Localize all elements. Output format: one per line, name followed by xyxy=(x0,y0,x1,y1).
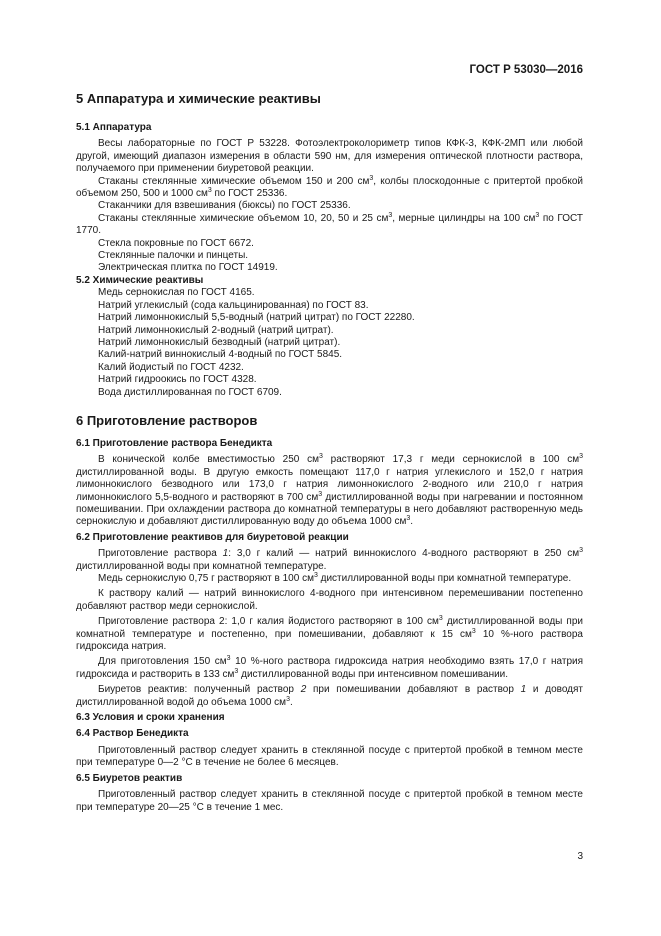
list-item: Натрий углекислый (сода кальцинированная) по ГОСТ 83. xyxy=(98,299,369,311)
section-6-title: 6 Приготовление растворов xyxy=(76,412,258,428)
paragraph: К раствору калий — натрий виннокислого 4-водного при интенсивном перемешивании постепенно добавляют раствор меди сернокислой. xyxy=(76,588,583,612)
paragraph: Стекла покровные по ГОСТ 6672. xyxy=(98,237,254,249)
subsection-5-2-title: 5.2 Химические реактивы xyxy=(76,274,204,286)
paragraph: Медь сернокислую 0,75 г растворяют в 100 $см^3$ дистиллированной воды при комнатной температуре. xyxy=(98,572,572,584)
section-5-title: 5 Аппаратура и химические реактивы xyxy=(76,91,321,106)
paragraph: В конической колбе вместимостью 250 $см^3$ растворяют 17,3 г меди сернокислой в 100 $см^3$ дистиллированной воды. В другую емкость помещают 117,0 г натрия углекислого и 152,0 г натрия лимоннокислого безводного или 173,0 г натрия лимоннокислого 2-водного или 210,0 г натрия лимоннокислого 5,5-водного и растворяют в 700 $см^3$ дистиллированной воды при нагревании и постоянном помешивании. При охлаждении раствора до комнатной температуры в него добавляют растворенную медь сернокислую и добавляют дистиллированную воду до объема 1000 $см^3$. xyxy=(76,453,584,528)
list-item: Калий йодистый по ГОСТ 4232. xyxy=(98,361,244,373)
subsection-5-1-title: 5.1 Аппаратура xyxy=(76,122,152,133)
paragraph: Электрическая плитка по ГОСТ 14919. xyxy=(98,262,278,274)
paragraph: Приготовление раствора 1: 3,0 г калий — натрий виннокислого 4-водного растворяют в 250 $см^3$ дистиллированной воды при комнатной температуре. xyxy=(76,547,583,572)
list-item: Натрий гидроокись по ГОСТ 4328. xyxy=(98,374,257,386)
list-item: Калий-натрий виннокислый 4-водный по ГОСТ 5845. xyxy=(98,349,343,361)
paragraph: Стаканы стеклянные химические объемом 150 и 200 $см^3$, колбы плоскодонные с притертой пробкой объемом 250, 500 и 1000 $см^3$ по ГОСТ 25336. xyxy=(76,174,583,200)
paragraph: Для приготовления 150 $см^3$ 10 %-ного раствора гидроксида натрия необходимо взять 17,0 г натрия гидроксида и растворить в 133 $см^3$ дистиллированной воды при интенсивном помешивании. xyxy=(76,655,584,680)
paragraph: Приготовленный раствор следует хранить в стеклянной посуде с притертой пробкой в темном месте при температуре 20—25 °С в течение 1 мес. xyxy=(76,789,583,813)
paragraph: Весы лабораторные по ГОСТ Р 53228. Фотоэлектроколориметр типов КФК-3, КФК-2МП или любой другой, имеющий диапазон измерения в области 590 нм, для измерения оптической плотности раствора, получаемого при применении биуретовой реакции. xyxy=(76,138,583,175)
subsection-6-3-title: 6.3 Условия и сроки хранения xyxy=(76,712,225,724)
subsection-6-2-title: 6.2 Приготовление реактивов для биуретовой реакции xyxy=(76,531,349,543)
page-body xyxy=(76,91,583,814)
document-header: ГОСТ Р 53030—2016 xyxy=(469,64,583,76)
paragraph: Приготовленный раствор следует хранить в стеклянной посуде с притертой пробкой в темном месте при температуре 0—2 °С в течение не более 6 месяцев. xyxy=(76,744,583,769)
paragraph: Стаканы стеклянные химические объемом 10, 20, 50 и 25 $см^3$, мерные цилиндры на 100 $см^3$ по ГОСТ 1770. xyxy=(76,211,583,237)
subsection-6-5-title: 6.5 Биуретов реактив xyxy=(76,772,183,784)
list-item: Натрий лимоннокислый 2-водный (натрий цитрат). xyxy=(98,324,334,336)
subsection-6-1-title: 6.1 Приготовление раствора Бенедикта xyxy=(76,437,273,449)
paragraph: Приготовление раствора 2: 1,0 г калия йодистого растворяют в 100 $см^3$ дистиллированной воды при комнатной температуре и постепенно, при помешивании, добавляют к 15 $см^3$ 10 %-ного раствора гидроксида натрия. xyxy=(76,615,583,653)
page-number: 3 xyxy=(577,851,583,862)
list-item: Натрий лимоннокислый безводный (натрий цитрат). xyxy=(98,336,341,348)
list-item: Медь сернокислая по ГОСТ 4165. xyxy=(98,287,255,299)
list-item: Вода дистиллированная по ГОСТ 6709. xyxy=(98,386,282,398)
paragraph: Стеклянные палочки и пинцеты. xyxy=(98,250,249,262)
paragraph: Стаканчики для взвешивания (бюксы) по ГОСТ 25336. xyxy=(98,200,351,212)
list-item: Натрий лимоннокислый 5,5-водный (натрий цитрат) по ГОСТ 22280. xyxy=(98,312,415,324)
paragraph: Биуретов реактив: полученный раствор 2 при помешивании добавляют в раствор 1 и доводят дистиллированной водой до объема 1000 $см^3$. xyxy=(76,684,584,708)
subsection-6-4-title: 6.4 Раствор Бенедикта xyxy=(76,728,189,740)
